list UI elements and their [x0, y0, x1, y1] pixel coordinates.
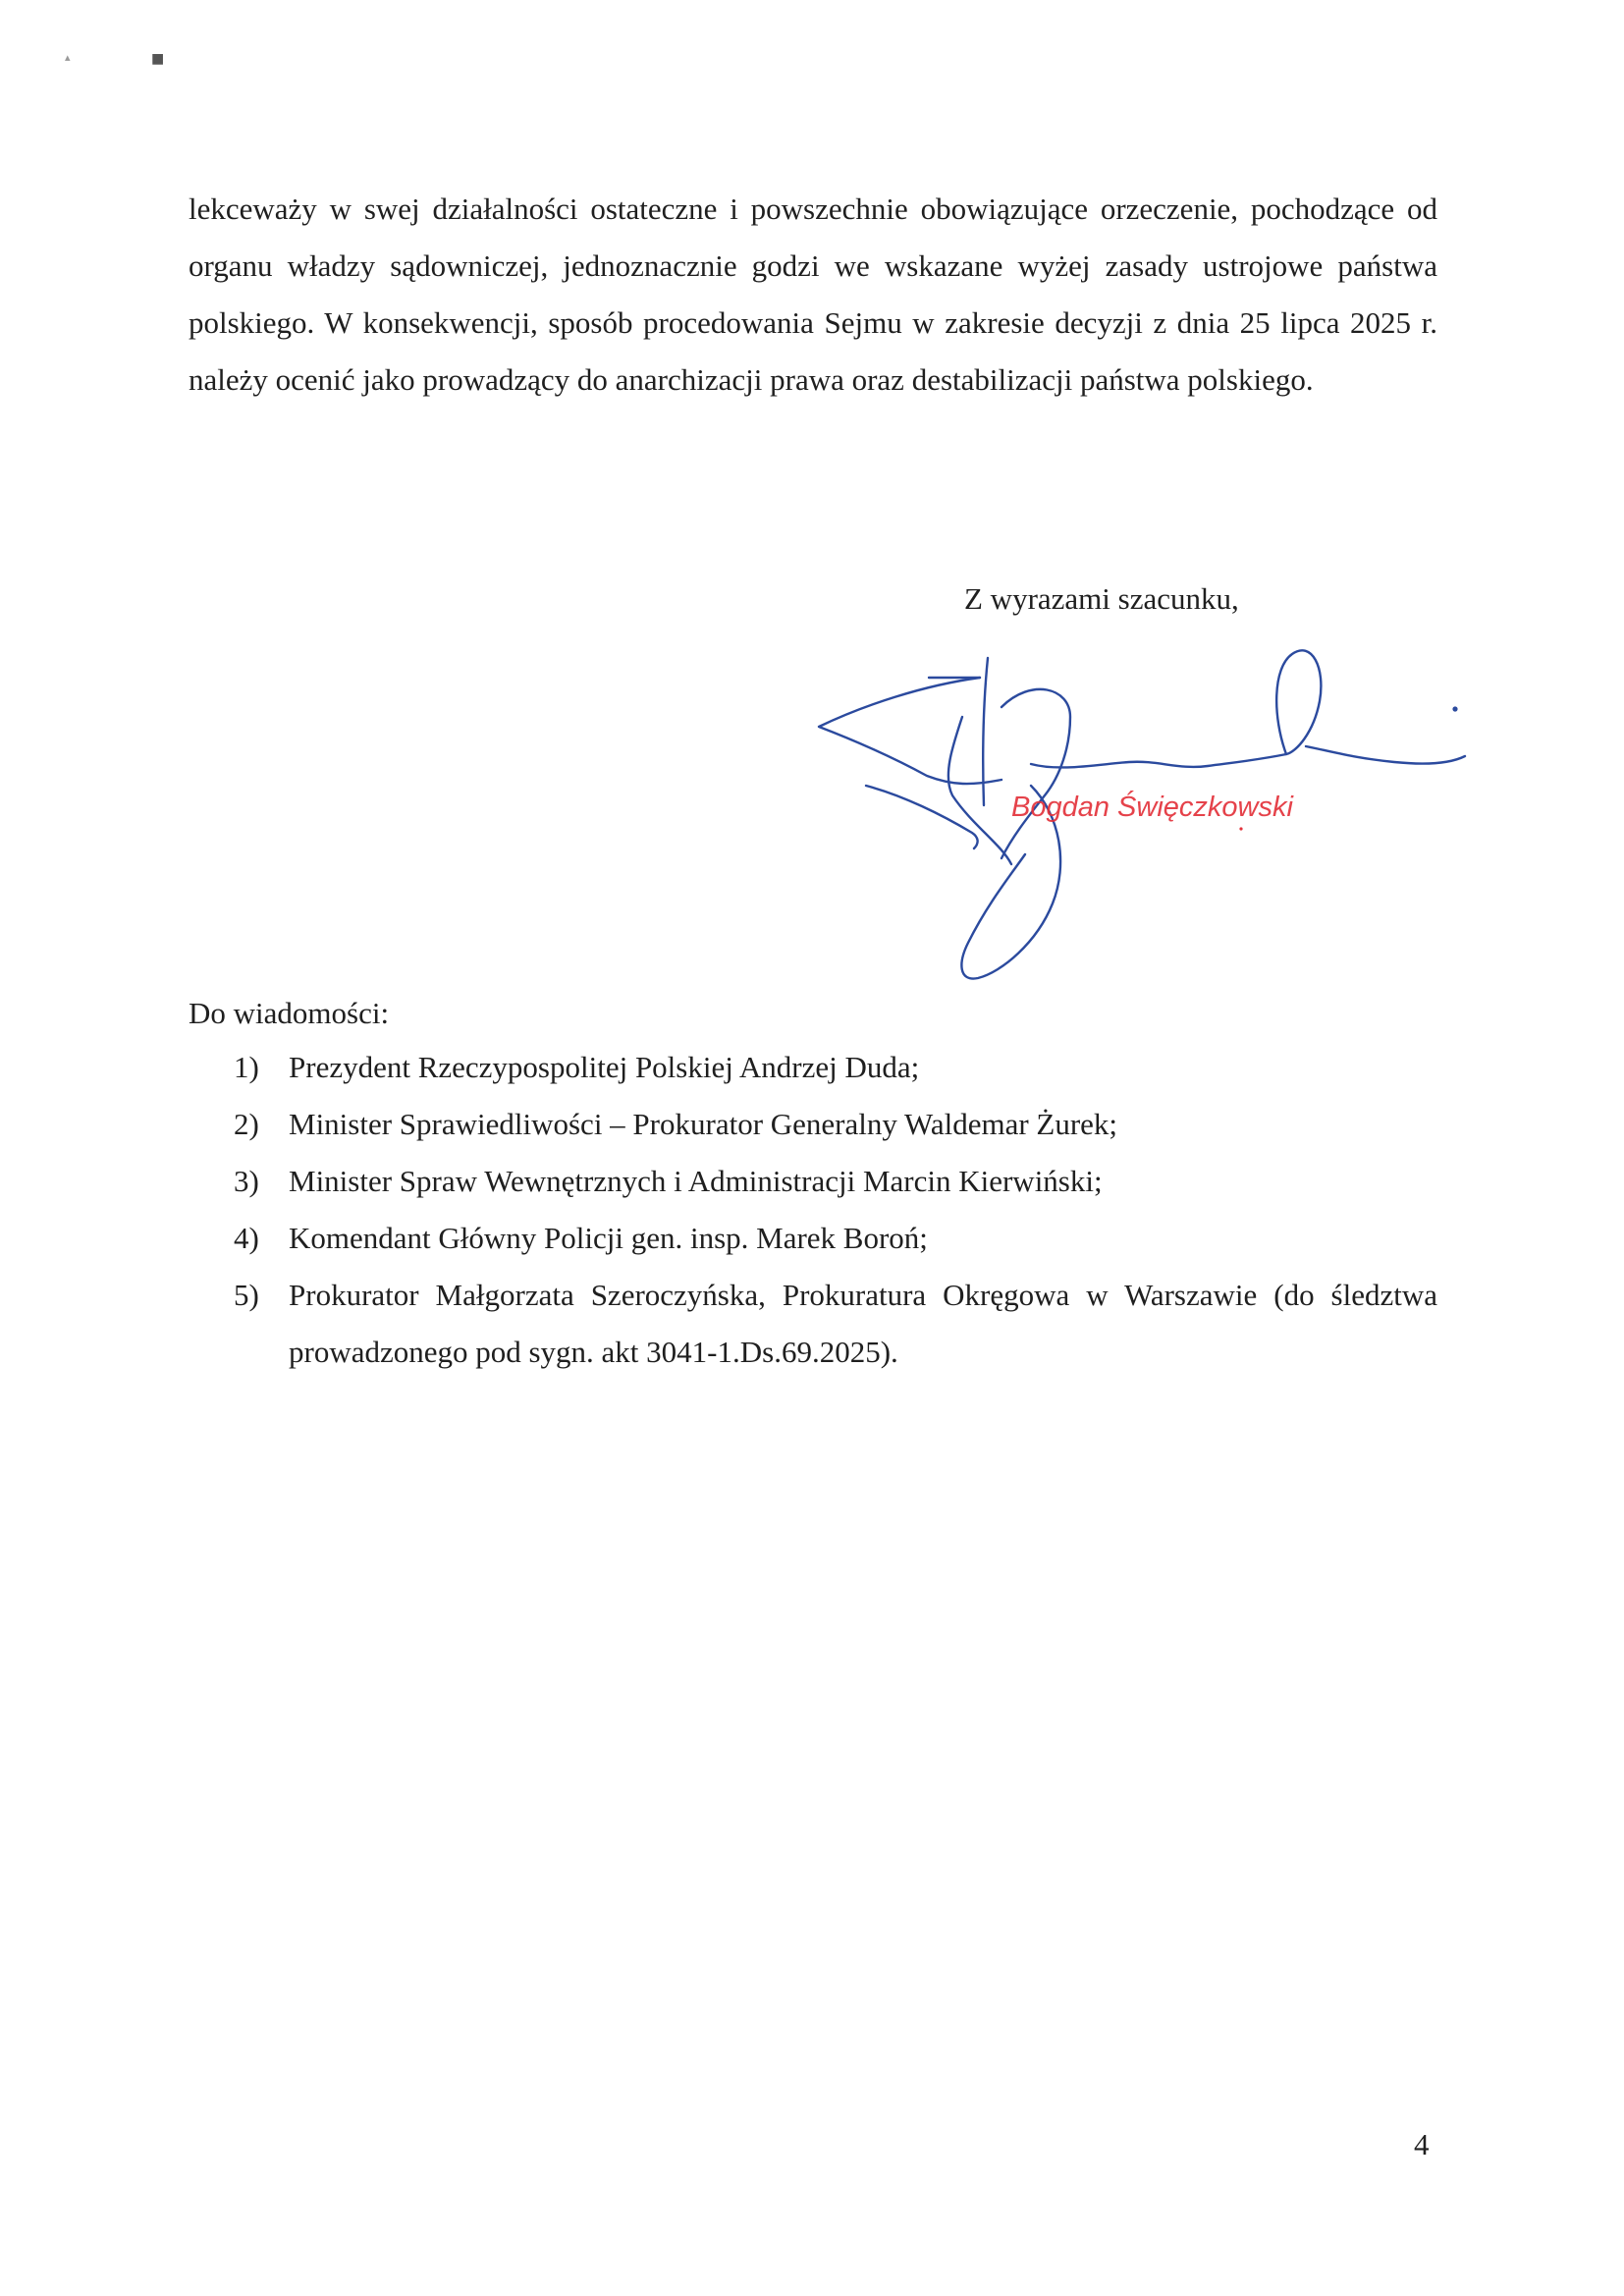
list-item-number: 4): [234, 1221, 259, 1255]
list-item-number: 5): [234, 1278, 259, 1312]
list-item: [234, 1210, 1437, 1267]
page-number: 4: [1414, 2127, 1430, 2161]
recipients-list: [234, 1039, 1437, 1381]
signature-stroke: [1276, 650, 1321, 754]
list-item-text: Prezydent Rzeczypospolitej Polskiej Andrzej Duda;: [289, 1050, 920, 1084]
signature-stroke: [1306, 746, 1465, 764]
closing-salutation: Z wyrazami szacunku,: [964, 581, 1239, 616]
recipients-heading: Do wiadomości:: [189, 996, 390, 1030]
list-item-text: Minister Sprawiedliwości – Prokurator Generalny Waldemar Żurek;: [289, 1107, 1118, 1141]
list-item-number: 2): [234, 1107, 259, 1141]
list-item: [234, 1267, 1437, 1381]
signature-dot: [1452, 706, 1457, 711]
signature-stroke: [948, 717, 1011, 864]
signature-stroke: [866, 786, 978, 848]
list-item: [234, 1039, 1437, 1096]
list-item: [234, 1153, 1437, 1210]
list-item-text: Minister Spraw Wewnętrznych i Administracji Marcin Kierwiński;: [289, 1164, 1103, 1198]
letter-paragraph: lekceważy w swej działalności ostateczne i powszechnie obowiązujące orzeczenie, pochodzące od organu władzy sądowniczej, jednoznacznie godzi we wskazane wyżej zasady ustrojowe państwa polskiego. W konsekwencji, sposób procedowania Sejmu w zakresie decyzji z dnia 25 lipca 2025 r. należy ocenić jako prowadzący do anarchizacji prawa oraz destabilizacji państwa polskiego.: [189, 191, 1437, 397]
list-item-number: 1): [234, 1050, 259, 1084]
signature-dot: [1239, 827, 1242, 830]
scan-speck-mark: ■: [151, 51, 165, 67]
scan-speck-mark: ▴: [65, 51, 71, 64]
list-item-number: 3): [234, 1164, 259, 1198]
signature-stroke: [1001, 689, 1070, 858]
list-item: [234, 1096, 1437, 1153]
signature-name-stamp: Bogdan Święczkowski: [1011, 792, 1293, 823]
list-item-text: Prokurator Małgorzata Szeroczyńska, Prokuratura Okręgowa w Warszawie (do śledztwa prowadzonego pod sygn. akt 3041-1.Ds.69.2025).: [289, 1278, 1437, 1369]
signature-stroke: [819, 678, 1001, 784]
list-item-text: Komendant Główny Policji gen. insp. Marek Boroń;: [289, 1221, 928, 1255]
signature-stroke: [1031, 754, 1286, 767]
